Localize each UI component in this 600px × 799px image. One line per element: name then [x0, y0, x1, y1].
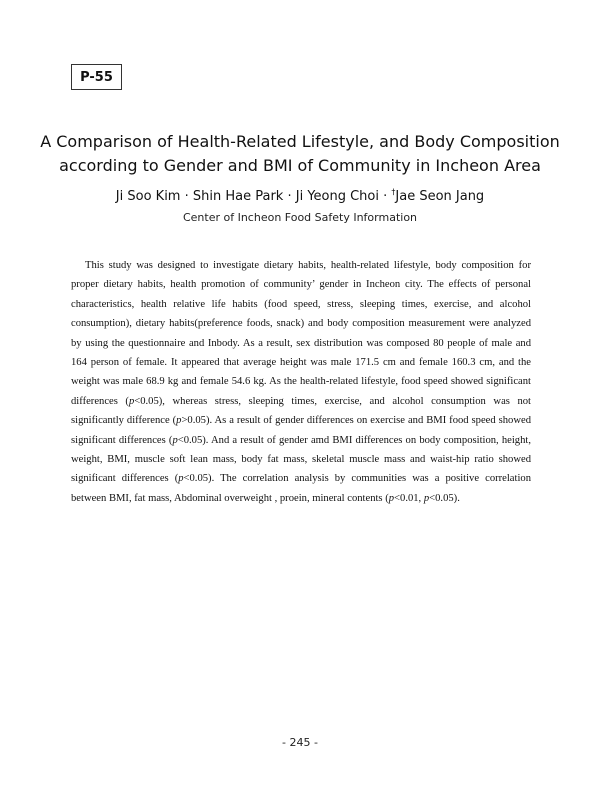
author-1: Ji Soo Kim	[115, 189, 181, 204]
author-3: Ji Yeong Choi	[295, 189, 379, 204]
author-separator: ·	[180, 189, 193, 204]
abstract-text: <0.05). And a result of gender amd BMI differences on body composition, height, weight, BMI, muscle soft lean mass, body fat mass, skeletal muscle mass and waist-hip ratio showed significant differences (	[71, 434, 531, 485]
abstract-text: <0.05), whereas stress, sleeping times, exercise, and alcohol consumption was not significantly difference (	[71, 395, 531, 427]
author-2: Shin Hae Park	[192, 189, 284, 204]
paper-title	[40, 130, 560, 178]
abstract-text: <0.01,	[394, 492, 424, 504]
page-number: - 245 -	[282, 736, 318, 749]
poster-id: P-55	[80, 69, 113, 85]
poster-id-box	[71, 64, 122, 90]
p-value-symbol: p	[178, 473, 184, 485]
p-value-symbol: p	[388, 492, 395, 504]
abstract-text: >0.05). As a result of gender differences on exercise and BMI food speed showed significant differences (	[71, 415, 531, 446]
author-4: Jae Seon Jang	[395, 189, 485, 204]
p-value-symbol: p	[172, 434, 178, 446]
title-line-2: according to Gender and BMI of Community in Incheon Area	[59, 156, 541, 175]
abstract-text: <0.05).	[429, 492, 460, 504]
affiliation: Center of Incheon Food Safety Information	[182, 211, 418, 224]
author-separator: ·	[283, 189, 296, 204]
author-separator: ·	[378, 189, 392, 204]
author-list	[0, 187, 600, 207]
abstract-body	[71, 256, 531, 508]
title-line-1: A Comparison of Health-Related Lifestyle, and Body Composition	[40, 132, 560, 151]
corresponding-author-mark: †	[391, 187, 396, 197]
abstract-text: <0.05). The correlation analysis by communities was a positive correlation between BMI, fat mass, Abdominal overweight , proein, mineral contents (	[71, 473, 531, 504]
abstract-text: This study was designed to investigate dietary habits, health-related lifestyle, body composition for proper dietary habits, health promotion of community’ gender in Incheon city. The effects of personal characteristics, health relative life habits (food speed, stress, sleeping times, exercise, and alcohol consumption), dietary habits(preference foods, snack) and body composition measurement were analyzed by using the questionnaire and Inbody. As a result, sex distribution was composed 80 people of male and 164 person of female. It appeared that average height was male 171.5 cm and female 160.3 cm, and the weight was male 68.9 kg and female 54.6 kg. As the health-related lifestyle, food speed showed significant differences (	[71, 260, 531, 407]
p-value-symbol: p	[423, 492, 430, 504]
p-value-symbol: p	[128, 395, 135, 407]
p-value-symbol: p	[176, 415, 182, 427]
